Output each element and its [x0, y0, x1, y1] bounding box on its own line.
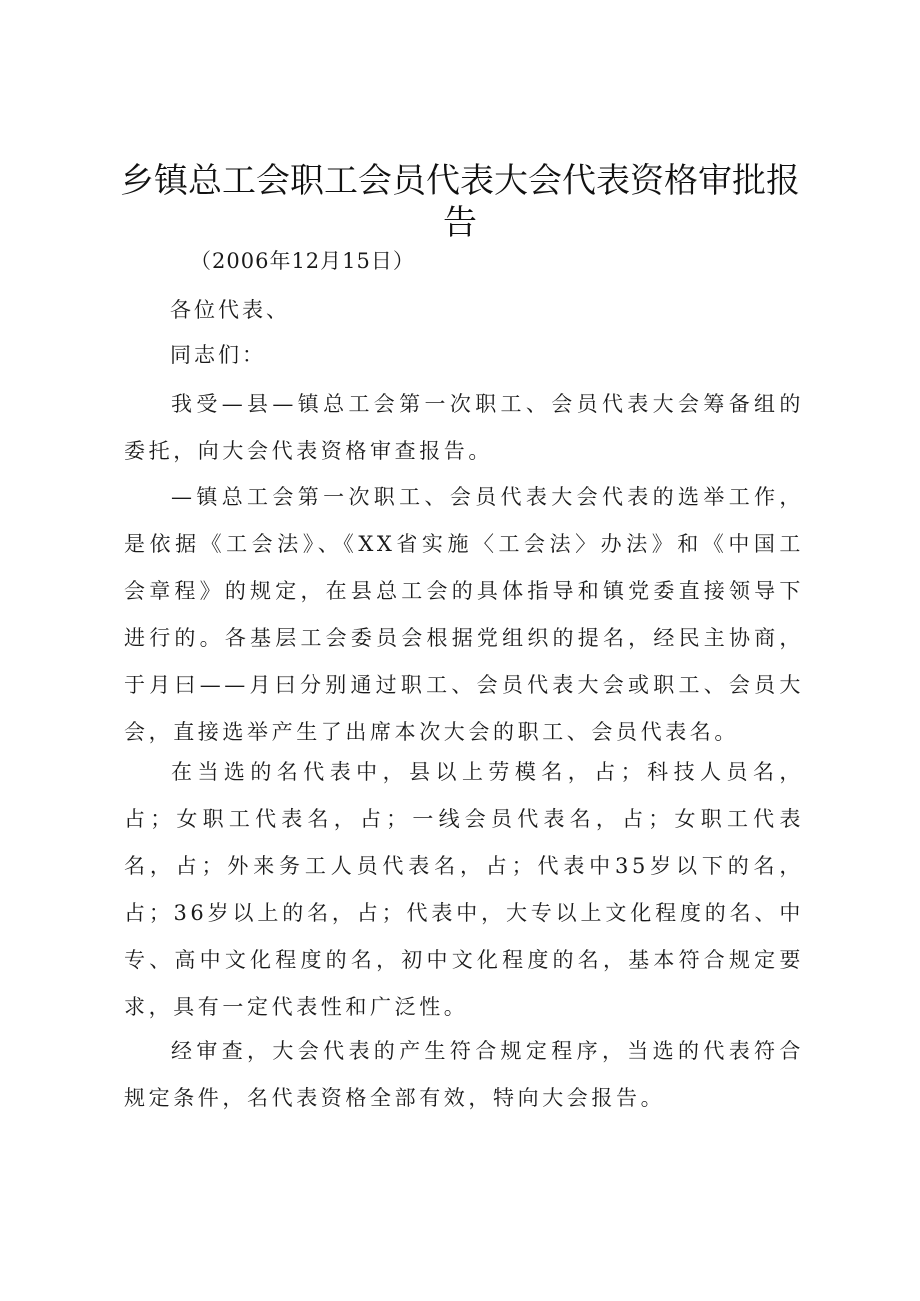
salutation-line-1: 各位代表、 [170, 298, 290, 322]
document-title: 乡镇总工会职工会员代表大会代表资格审批报告 [120, 161, 800, 243]
document-date: （2006年12月15日） [190, 249, 415, 273]
paragraph-composition: 在当选的名代表中，县以上劳模名，占；科技人员名，占；女职工代表名，占；一线会员代表名，占；女职工代表名，占；外来务工人员代表名，占；代表中35岁以下的名，占；36岁以上的名，占；代表中，大专以上文化程度的名、中专、高中文化程度的名，初中文化程度的名，基本符合规定要求，具有一定代表性和广泛性。 [124, 760, 804, 1019]
salutation-line-2: 同志们： [170, 343, 266, 367]
paragraph-election-process: —镇总工会第一次职工、会员代表大会代表的选举工作，是依据《工会法》、《XX省实施〈工会法〉办法》和《中国工会章程》的规定，在县总工会的具体指导和镇党委直接领导下进行的。各基层工会委员会根据党组织的提名，经民主协商，于月曰——月曰分别通过职工、会员代表大会或职工、会员大会，直接选举产生了出席本次大会的职工、会员代表名。 [124, 485, 804, 744]
paragraph-conclusion: 经审查，大会代表的产生符合规定程序，当选的代表符合规定条件，名代表资格全部有效，特向大会报告。 [124, 1039, 804, 1110]
paragraph-entrustment: 我受—县—镇总工会第一次职工、会员代表大会筹备组的委托，向大会代表资格审查报告。 [124, 392, 804, 463]
